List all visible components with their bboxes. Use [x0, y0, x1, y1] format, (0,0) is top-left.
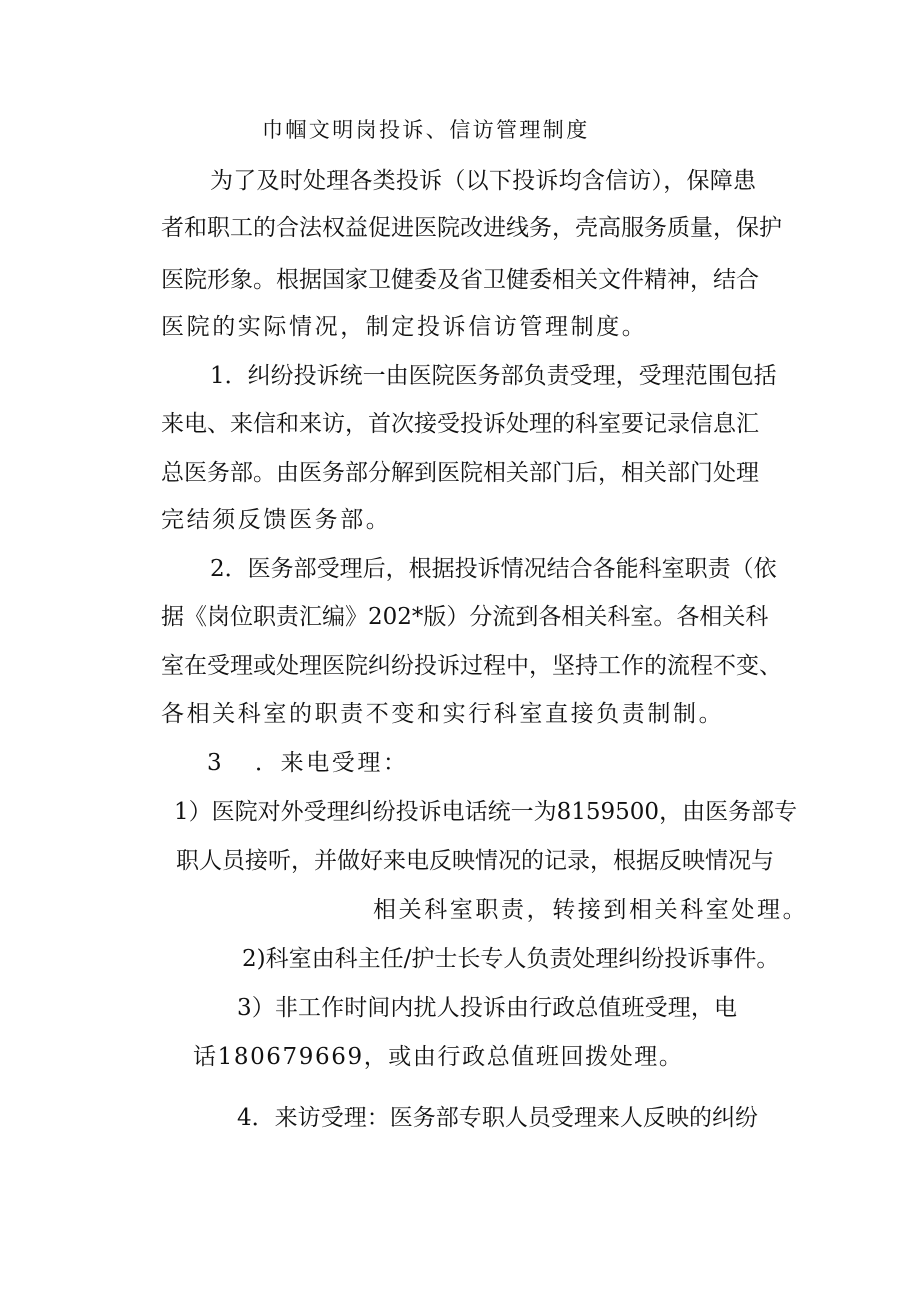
item3-sub2: 2)科室由科主任/护士长专人负责处理纠纷投诉事件。 [242, 946, 780, 972]
item2-line-4: 各相关科室的职责不变和实行科室直接负责制制。 [161, 701, 725, 727]
item1-line-2: 来电、来信和来访，首次接受投诉处理的科室要记录信息汇 [161, 411, 759, 437]
document-title: 巾帼文明岗投诉、信访管理制度 [262, 118, 590, 142]
item3-sub1-line-1: 1）医院对外受理纠纷投诉电话统一为8159500，由医务部专 [174, 799, 798, 825]
item3-sub3-line-1: 3）非工作时间内扰人投诉由行政总值班受理，电 [237, 995, 737, 1021]
item3-sub3-line-2: 话180679669，或由行政总值班回拨处理。 [193, 1044, 684, 1070]
item2-line-1: 2．医务部受理后，根据投诉情况结合各能科室职责（依 [210, 556, 777, 582]
intro-line-2: 者和职工的合法权益促进医院改进线务，壳高服务质量，保护 [161, 215, 782, 241]
item2-line-3: 室在受理或处理医院纠纷投诉过程中，坚持工作的流程不变、 [161, 653, 782, 679]
item2-line-2: 据《岗位职责汇编》202*版）分流到各相关科室。各相关科 [161, 604, 769, 630]
intro-line-1: 为了及时处理各类投诉（以下投诉均含信访），保障患 [210, 168, 756, 194]
item3-number: 3 [207, 750, 225, 776]
intro-line-4: 医院的实际情况，制定投诉信访管理制度。 [161, 314, 648, 340]
item1-line-4: 完结须反馈医务部。 [161, 507, 392, 533]
item1-line-1: 1．纠纷投诉统一由医院医务部负责受理，受理范围包括 [210, 363, 777, 389]
item4-line-1: 4．来访受理：医务部专职人员受理来人反映的纠纷 [237, 1105, 758, 1131]
item3-sub1-line-3: 相关科室职责，转接到相关科室处理。 [373, 897, 809, 923]
item3-sub1-line-2: 职人员接听，并做好来电反映情况的记录，根据反映情况与 [176, 848, 774, 874]
item1-line-3: 总医务部。由医务部分解到医院相关部门后，相关部门处理 [161, 460, 759, 486]
item3-heading: ．来电受理： [255, 750, 409, 776]
intro-line-3: 医院形象。根据国家卫健委及省卫健委相关文件精神，结合 [161, 267, 759, 293]
